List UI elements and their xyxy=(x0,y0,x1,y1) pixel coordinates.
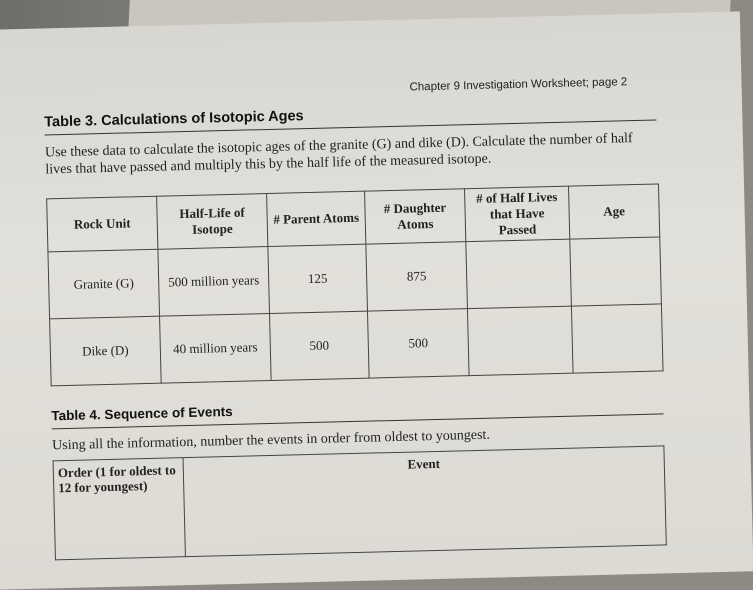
col-header-parent-atoms: # Parent Atoms xyxy=(267,191,366,246)
cell-daughter-atoms: 875 xyxy=(366,242,468,311)
table-row xyxy=(50,304,663,386)
sequence-of-events-table xyxy=(53,445,667,560)
cell-rock-unit: Dike (D) xyxy=(50,316,162,386)
table-header-row xyxy=(53,446,666,560)
cell-half-life: 500 million years xyxy=(158,247,270,317)
cell-half-lives[interactable] xyxy=(467,306,573,376)
table4-instructions: Using all the information, number the events in order from oldest to youngest. xyxy=(51,427,491,454)
cell-daughter-atoms: 500 xyxy=(367,309,469,378)
page-header: Chapter 9 Investigation Worksheet; page 2 xyxy=(409,76,628,94)
cell-parent-atoms: 500 xyxy=(270,311,370,380)
col-header-half-life: Half-Life of Isotope xyxy=(157,194,268,250)
cell-age[interactable] xyxy=(570,237,662,306)
col-header-event: Event xyxy=(183,446,666,557)
table3-instructions: Use these data to calculate the isotopic ages of the granite (G) and dike (D). Calculate the number of half lives that have passed and multiply this by the half life of the measured isotope. xyxy=(44,131,633,178)
table4-title: Table 4. Sequence of Events xyxy=(51,403,233,424)
col-header-daughter-atoms: # Daughter Atoms xyxy=(365,189,466,244)
cell-age[interactable] xyxy=(571,304,663,373)
isotopic-ages-table xyxy=(46,183,663,386)
cell-half-life: 40 million years xyxy=(160,314,272,384)
col-header-rock-unit: Rock Unit xyxy=(47,196,158,252)
table3-title: Table 3. Calculations of Isotopic Ages xyxy=(44,108,304,131)
cell-rock-unit: Granite (G) xyxy=(48,249,160,319)
col-header-age: Age xyxy=(568,184,659,239)
col-header-half-lives: # of Half Lives that Have Passed xyxy=(465,186,570,242)
worksheet-page xyxy=(0,11,753,589)
cell-half-lives[interactable] xyxy=(466,239,572,309)
col-header-order: Order (1 for oldest to 12 for youngest) xyxy=(53,458,185,560)
cell-parent-atoms: 125 xyxy=(268,244,368,313)
